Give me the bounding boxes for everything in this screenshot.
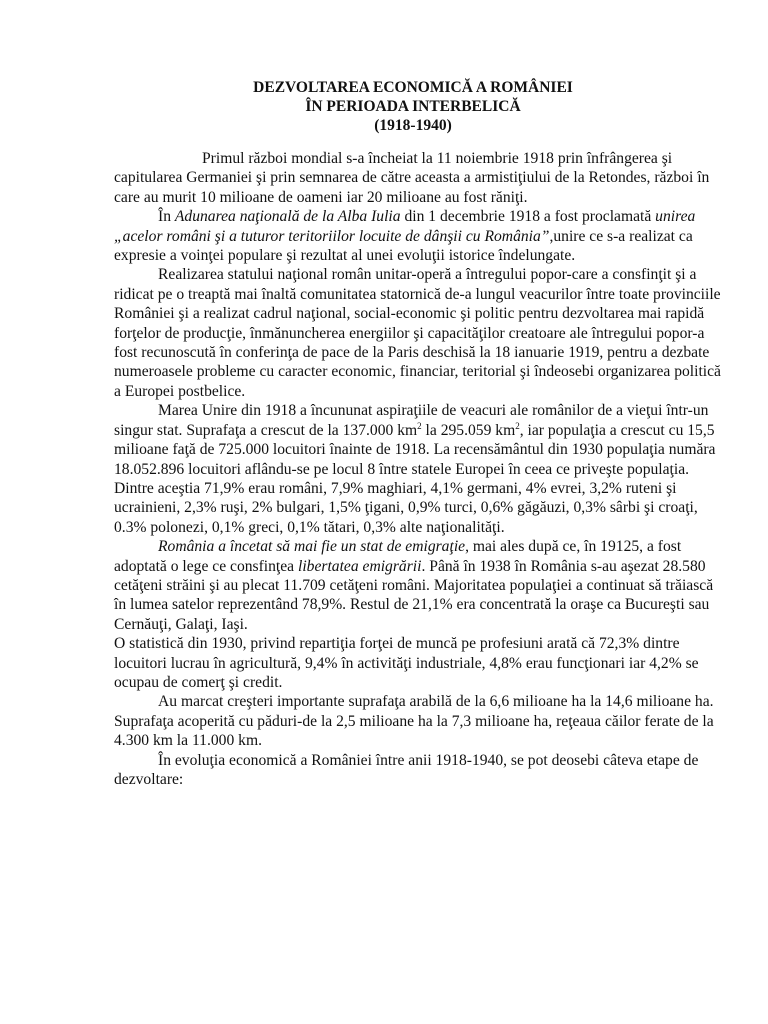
paragraph-4-part-b: la 295.059 km (421, 421, 516, 439)
paragraph-5-italic-emigration: România a încetat să mai fie un stat de emigraţie (158, 538, 466, 556)
paragraph-2-part-a: În (158, 208, 175, 226)
superscript-2: 2 (515, 420, 520, 431)
paragraph-6: O statistică din 1930, privind repartiţia forţei de muncă pe profesiuni arată că 72,3% dintre locuitori lucrau în agricultură, 9,4% în activităţi industriale, 4,8% erau funcţionari iar 4,2% se ocupau de comerţ şi credit. (114, 635, 699, 691)
title-line-3: (1918-1940) (374, 117, 452, 134)
paragraph-2 (114, 207, 724, 265)
paragraph-4-part-c: , iar populaţia a crescut cu 15,5 milioane faţă de 725.000 locuitori înainte de 1918. La recensământul din 1930 populaţia număra 18.052.896 locuitori aflându-se pe locul 8 între statele Europei în ceea ce priveşte populaţia. Dintre aceştia 71,9% erau români, 7,9% maghiari, 4,1% germani, 4% evrei, 3,2% ruteni şi ucrainieni, 2,3% ruşi, 2% bulgari, 1,5% ţigani, 0,9% turci, 0,6% găgăuzi, 0,3% sârbi şi croaţi, 0.3% polonezi, 0,1% greci, 0,1% tătari, 0,3% alte naţionalităţi. (114, 421, 716, 536)
title-line-2: ÎN PERIOADA INTERBELICĂ (305, 98, 521, 115)
paragraph-8: În evoluţia economică a României între anii 1918-1940, se pot deosebi câteva etape de dezvoltare: (114, 751, 699, 788)
paragraph-3: Realizarea statului naţional român unitar-operă a întregului popor-care a consfinţit şi a ridicat pe o treaptă mai înaltă comunitatea statornică de-a lungul veacurilor între toate provinciile României şi a realizat cadrul naţional, social-economic şi politic pentru dezvoltarea mai rapidă forţelor de producţie, înmănuncherea energiilor şi capacităţilor creatoare ale întregului popor-a fost recunoscută în conferinţa de pace de la Paris deschisă la 18 ianuarie 1919, pentru a dezbate numeroasele probleme cu caracter economic, financiar, teritorial şi îndeosebi organizarea politică a Europei postbelice. (114, 266, 721, 400)
paragraph-2-part-c: din 1 decembrie 1918 a fost proclamată (400, 208, 656, 226)
paragraph-5 (114, 537, 724, 634)
paragraph-2-part-e: ,unire ce s-a realizat ca expresie a voinţei populare şi rezultat al unei evoluţii istorice îndelungate. (114, 227, 693, 265)
paragraph-4-part-a: Marea Unire din 1918 a încununat aspiraţiile de veacuri ale românilor de a vieţui într-un singur stat. Suprafaţa a crescut de la 137.000 km (114, 402, 709, 439)
paragraph-4 (114, 401, 724, 537)
document-title (114, 78, 724, 135)
paragraph-2-italic-quote: unirea „acelor români şi a tuturor teritoriilor locuite de dânşii cu România” (114, 208, 696, 245)
paragraph-7: Au marcat creşteri importante suprafaţa arabilă de la 6,6 milioane ha la 14,6 milioane ha. Suprafaţa acoperită cu păduri-de la 2,5 milioane ha la 7,3 milioane ha, reţeaua căilor ferate de la 4.300 km la 11.000 km. (114, 693, 714, 750)
paragraph-5-part-b: , mai ales după ce, în 19125, a fost adoptată o lege ce consfinţea (114, 538, 682, 575)
superscript-1: 2 (417, 420, 422, 431)
document-body (114, 149, 724, 789)
paragraph-1: Primul război mondial s-a încheiat la 11 noiembrie 1918 prin înfrângerea şi capitularea Germaniei şi prin semnarea de către aceasta a armistiţiului de la Retondes, război în care au murit 10 milioane de oameni iar 20 milioane au fost răniţi. (114, 150, 710, 206)
title-line-1: DEZVOLTAREA ECONOMICĂ A ROMÂNIEI (253, 79, 573, 96)
paragraph-5-italic-freedom: libertatea emigrării (298, 557, 422, 575)
paragraph-2-italic-assembly: Adunarea naţională de la Alba Iulia (174, 208, 401, 226)
paragraph-5-part-d: . Până în 1938 în România s-au aşezat 28.580 cetăţeni străini şi au plecat 11.709 cetăţeni români. Majoritatea populaţiei a continuat să trăiască în lumea satelor reprezentând 78,9%. Restul de 21,1% era concentrată la oraşe ca Bucureşti sau Cernăuţi, Galaţi, Iaşi. (114, 557, 714, 633)
